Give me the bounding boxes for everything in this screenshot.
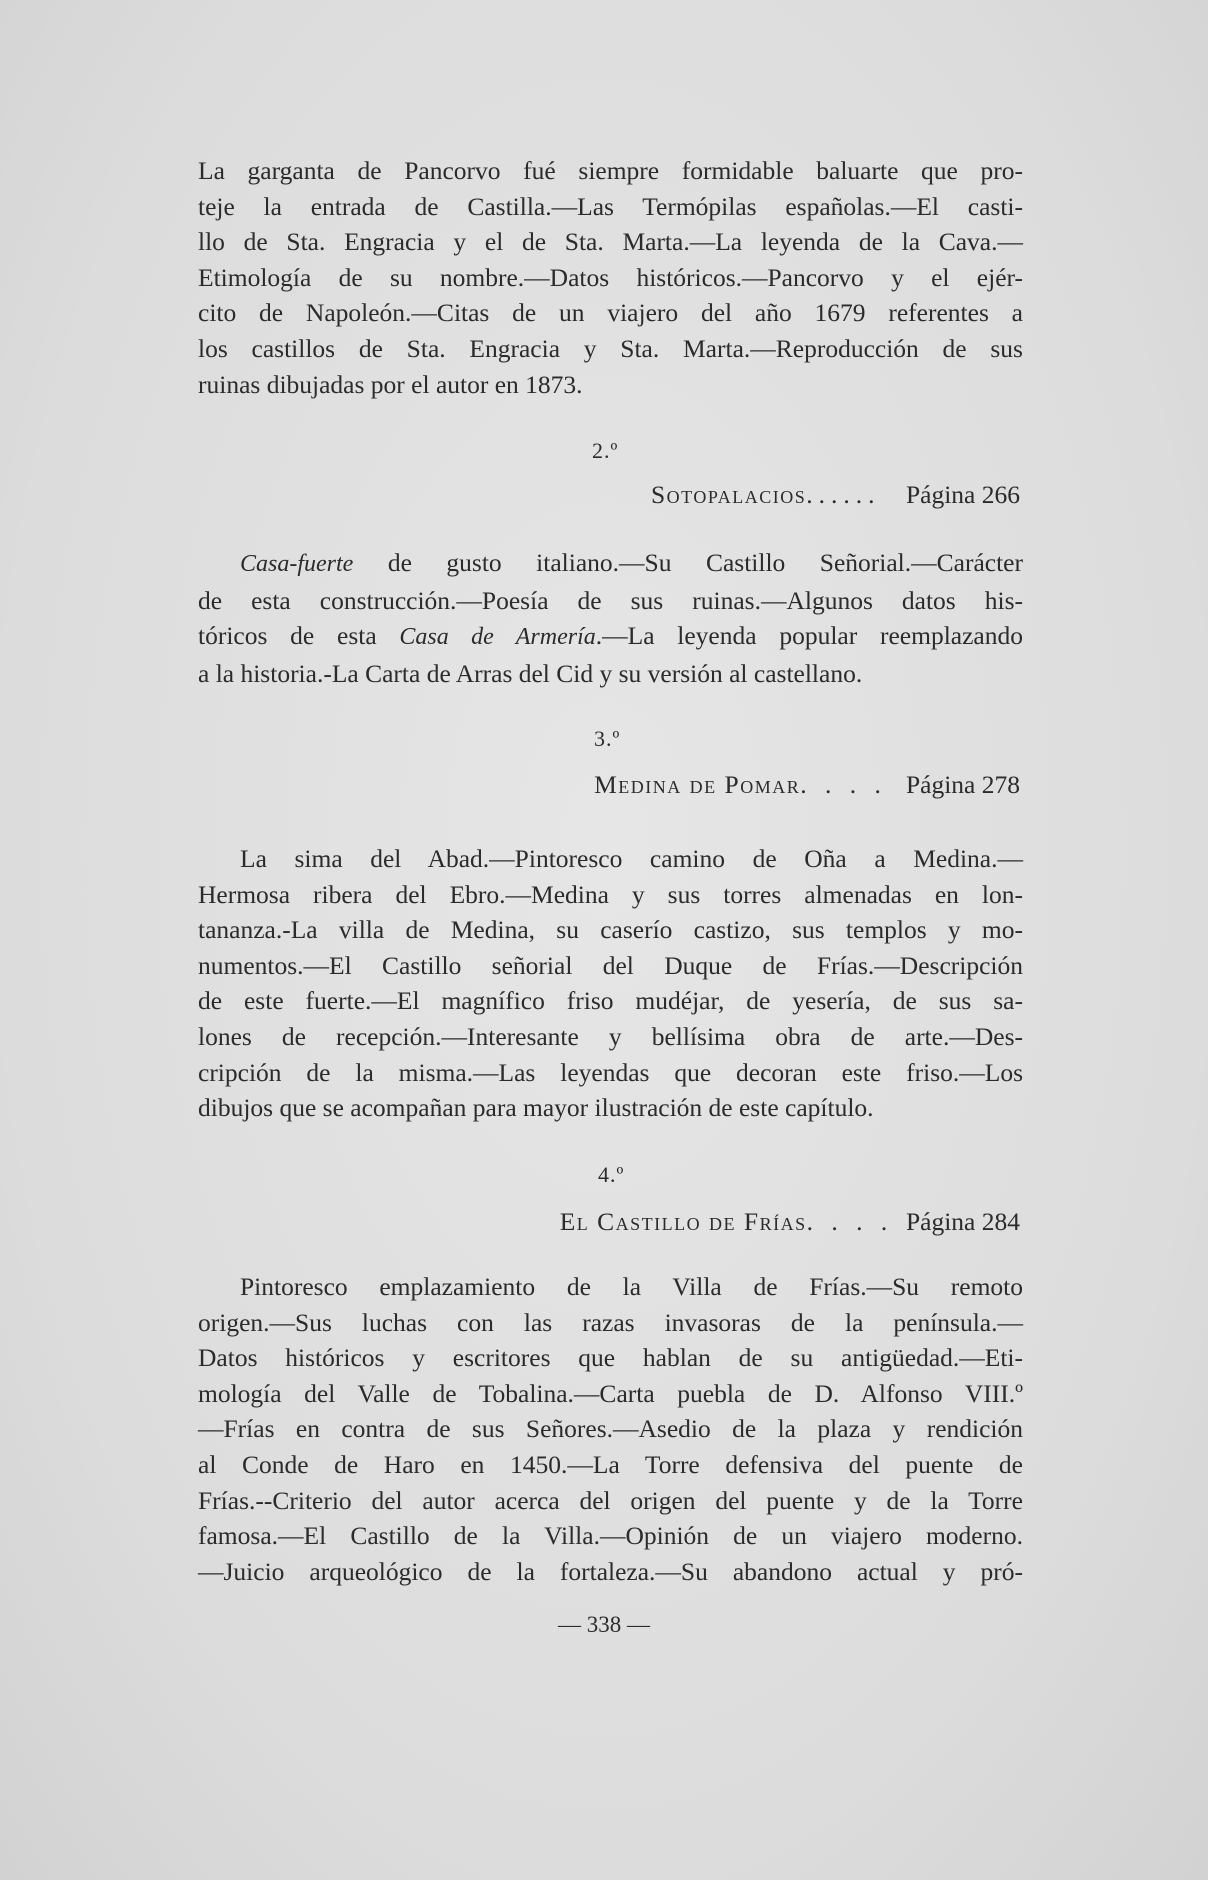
text-line: cripción de la misma.—Las leyendas que decoran este friso.—Los — [198, 1057, 1023, 1087]
page-number: — 338 — — [558, 1612, 650, 1637]
text-line — [198, 545, 1023, 583]
section-3-page-ref: Página 278 — [905, 770, 1020, 799]
section-4-leader-dots: . . . . — [806, 1207, 894, 1236]
section-3-leader-dots: . . . . — [800, 770, 887, 799]
section-4-number: 4.º — [598, 1162, 625, 1187]
section-1-summary — [198, 153, 1023, 402]
text-line: origen.—Sus luchas con las razas invasoras de la península.— — [198, 1307, 1023, 1337]
section-1-paragraph — [198, 153, 1023, 402]
section-4-page-ref: Página 284 — [905, 1207, 1020, 1236]
text-line: mología del Valle de Tobalina.—Carta puebla de D. Alfonso VIII.º — [198, 1378, 1023, 1408]
text-run: de gusto italiano.—Su Castillo Señorial.—Carácter — [353, 548, 1023, 577]
text-line: dibujos que se acompañan para mayor ilustración de este capítulo. — [198, 1093, 874, 1123]
text-line: numentos.—El Castillo señorial del Duque de Frías.—Descripción — [198, 950, 1023, 980]
text-line: Datos históricos y escritores que hablan de su antigüedad.—Eti- — [198, 1343, 1023, 1373]
section-3-number: 3.º — [594, 726, 621, 751]
text-line: Frías.--Criterio del autor acerca del origen del puente y de la Torre — [198, 1485, 1023, 1515]
text-line: cito de Napoleón.—Citas de un viajero del año 1679 referentes a — [198, 298, 1023, 328]
italic-term: Casa de Armería — [399, 624, 596, 651]
italic-term: Casa-fuerte — [240, 551, 354, 577]
text-line: los castillos de Sta. Engracia y Sta. Marta.—Reproducción de sus — [198, 333, 1023, 363]
text-line: al Conde de Haro en 1450.—La Torre defensiva del puente de — [198, 1449, 1023, 1479]
text-line: llo de Sta. Engracia y el de Sta. Marta.—La leyenda de la Cava.— — [198, 227, 1023, 257]
section-4-paragraph — [198, 1269, 1023, 1589]
section-3-heading — [594, 770, 1020, 800]
text-line — [198, 618, 1023, 656]
text-line: Etimología de su nombre.—Datos históricos.—Pancorvo y el ejér- — [198, 262, 1023, 292]
text-line: —Frías en contra de sus Señores.—Asedio de la plaza y rendición — [198, 1414, 1023, 1444]
text-line: tananza.-La villa de Medina, su caserío castizo, sus templos y mo- — [198, 915, 1023, 945]
section-2-paragraph — [198, 545, 1023, 691]
text-line: Hermosa ribera del Ebro.—Medina y sus torres almenadas en lon- — [198, 879, 1023, 909]
section-3-title: Medina de Pomar — [594, 770, 801, 799]
section-2-leader-dots: ...... — [806, 480, 881, 509]
text-line: La sima del Abad.—Pintoresco camino de Oña a Medina.— — [240, 844, 1023, 873]
text-line: a la historia.-La Carta de Arras del Cid y su versión al castellano. — [198, 658, 863, 688]
section-4-title: El Castillo de Frías — [559, 1207, 807, 1236]
section-2-number: 2.º — [592, 438, 619, 463]
text-line: lones de recepción.—Interesante y bellísima obra de arte.—Des- — [198, 1021, 1023, 1051]
section-2-summary — [198, 545, 1023, 691]
text-line: —Juicio arqueológico de la fortaleza.—Su abandono actual y pró- — [198, 1556, 1023, 1586]
text-line: famosa.—El Castillo de la Villa.—Opinión de un viajero moderno. — [198, 1521, 1023, 1551]
section-4-heading — [560, 1207, 1020, 1237]
text-line: de esta construcción.—Poesía de sus ruinas.—Algunos datos his- — [198, 585, 1023, 615]
section-3-summary — [198, 841, 1023, 1126]
section-3-paragraph — [198, 841, 1023, 1126]
text-line: ruinas dibujadas por el autor en 1873. — [198, 369, 583, 399]
text-line: teje la entrada de Castilla.—Las Termópilas españolas.—El casti- — [198, 191, 1023, 221]
text-run: tóricos de esta — [198, 621, 400, 651]
section-2-heading — [651, 480, 1020, 510]
section-2-title: Sotopalacios — [651, 480, 807, 509]
text-line: La garganta de Pancorvo fué siempre formidable baluarte que pro- — [198, 156, 1023, 185]
text-run: .—La leyenda popular reemplazando — [595, 621, 1023, 651]
text-line: Pintoresco emplazamiento de la Villa de Frías.—Su remoto — [240, 1272, 1023, 1301]
section-2-page-ref: Página 266 — [905, 480, 1020, 509]
text-line: de este fuerte.—El magnífico friso mudéjar, de yesería, de sus sa- — [198, 986, 1023, 1016]
section-4-summary — [198, 1269, 1023, 1589]
